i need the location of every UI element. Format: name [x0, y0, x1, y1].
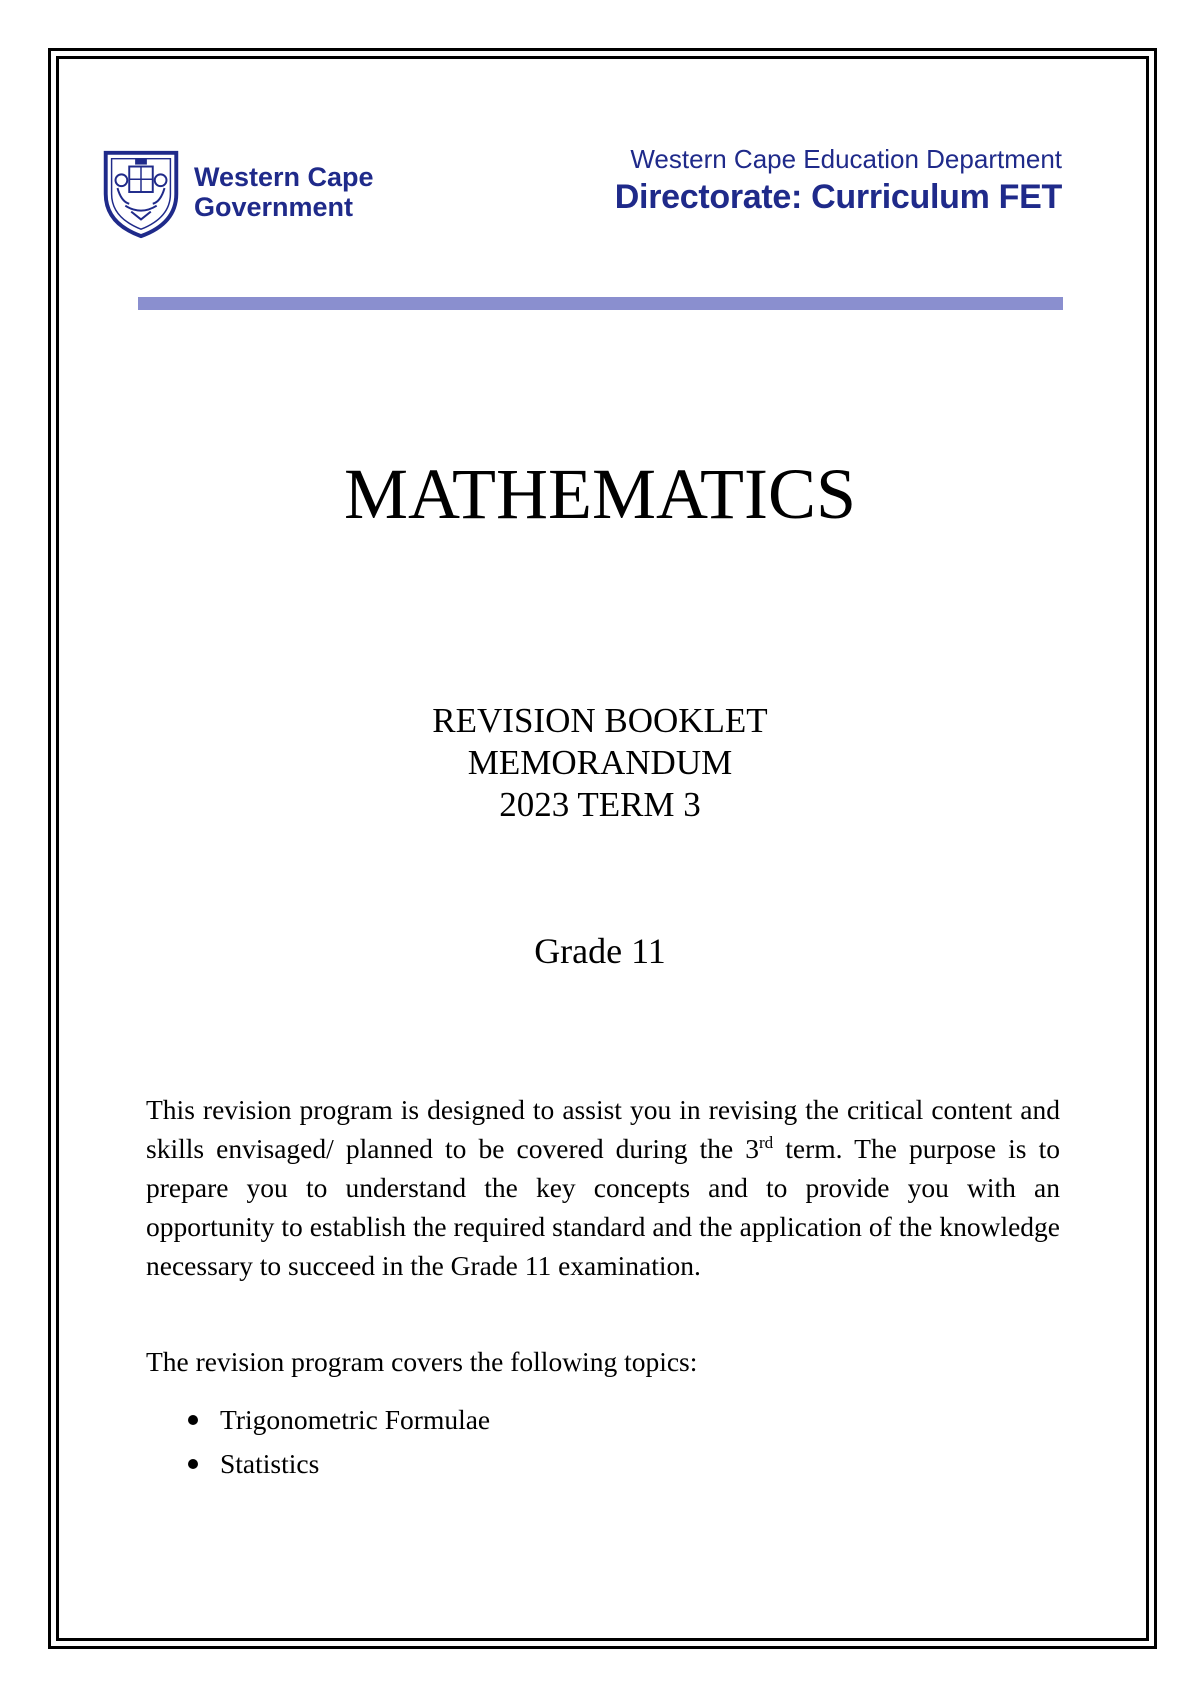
government-name [194, 162, 374, 222]
topic-label: Trigonometric Formulae [220, 1404, 491, 1435]
header-divider [138, 297, 1063, 310]
topic-label: Statistics [220, 1448, 320, 1479]
booklet-line: MEMORANDUM [467, 743, 733, 782]
booklet-subtitle [0, 700, 1200, 826]
directorate-name: Directorate: Curriculum FET [614, 178, 1062, 216]
government-name-line1: Western Cape [194, 162, 374, 192]
grade-label: Grade 11 [534, 931, 666, 971]
topics-list [146, 1398, 490, 1486]
subject-title: MATHEMATICS [343, 454, 857, 534]
government-name-line2: Government [194, 192, 354, 222]
description-part1: This revision program is designed to assist you in revising the critical content and skills envisaged/ planned to be covered during the 3 [146, 1094, 1060, 1164]
bullet-dot-icon [188, 1415, 198, 1425]
bullet-dot-icon [188, 1459, 198, 1469]
list-item [146, 1398, 490, 1442]
description-paragraph [146, 1090, 1060, 1285]
government-logo [92, 143, 374, 241]
list-item [146, 1442, 490, 1486]
ordinal-superscript: rd [759, 1132, 774, 1152]
booklet-line: REVISION BOOKLET [432, 701, 768, 740]
department-block [615, 143, 1062, 219]
department-name: Western Cape Education Department [630, 144, 1062, 174]
description-part2: term. The purpose is to prepare you to understand the key concepts and to provide you with an opportunity to establish the required standard and the application of the knowledge necessary to succeed in the Grade 11 examination. [146, 1133, 1060, 1281]
topics-intro: The revision program covers the following topics: [146, 1346, 698, 1377]
booklet-line: 2023 TERM 3 [499, 785, 701, 824]
coat-of-arms-icon [92, 143, 190, 241]
